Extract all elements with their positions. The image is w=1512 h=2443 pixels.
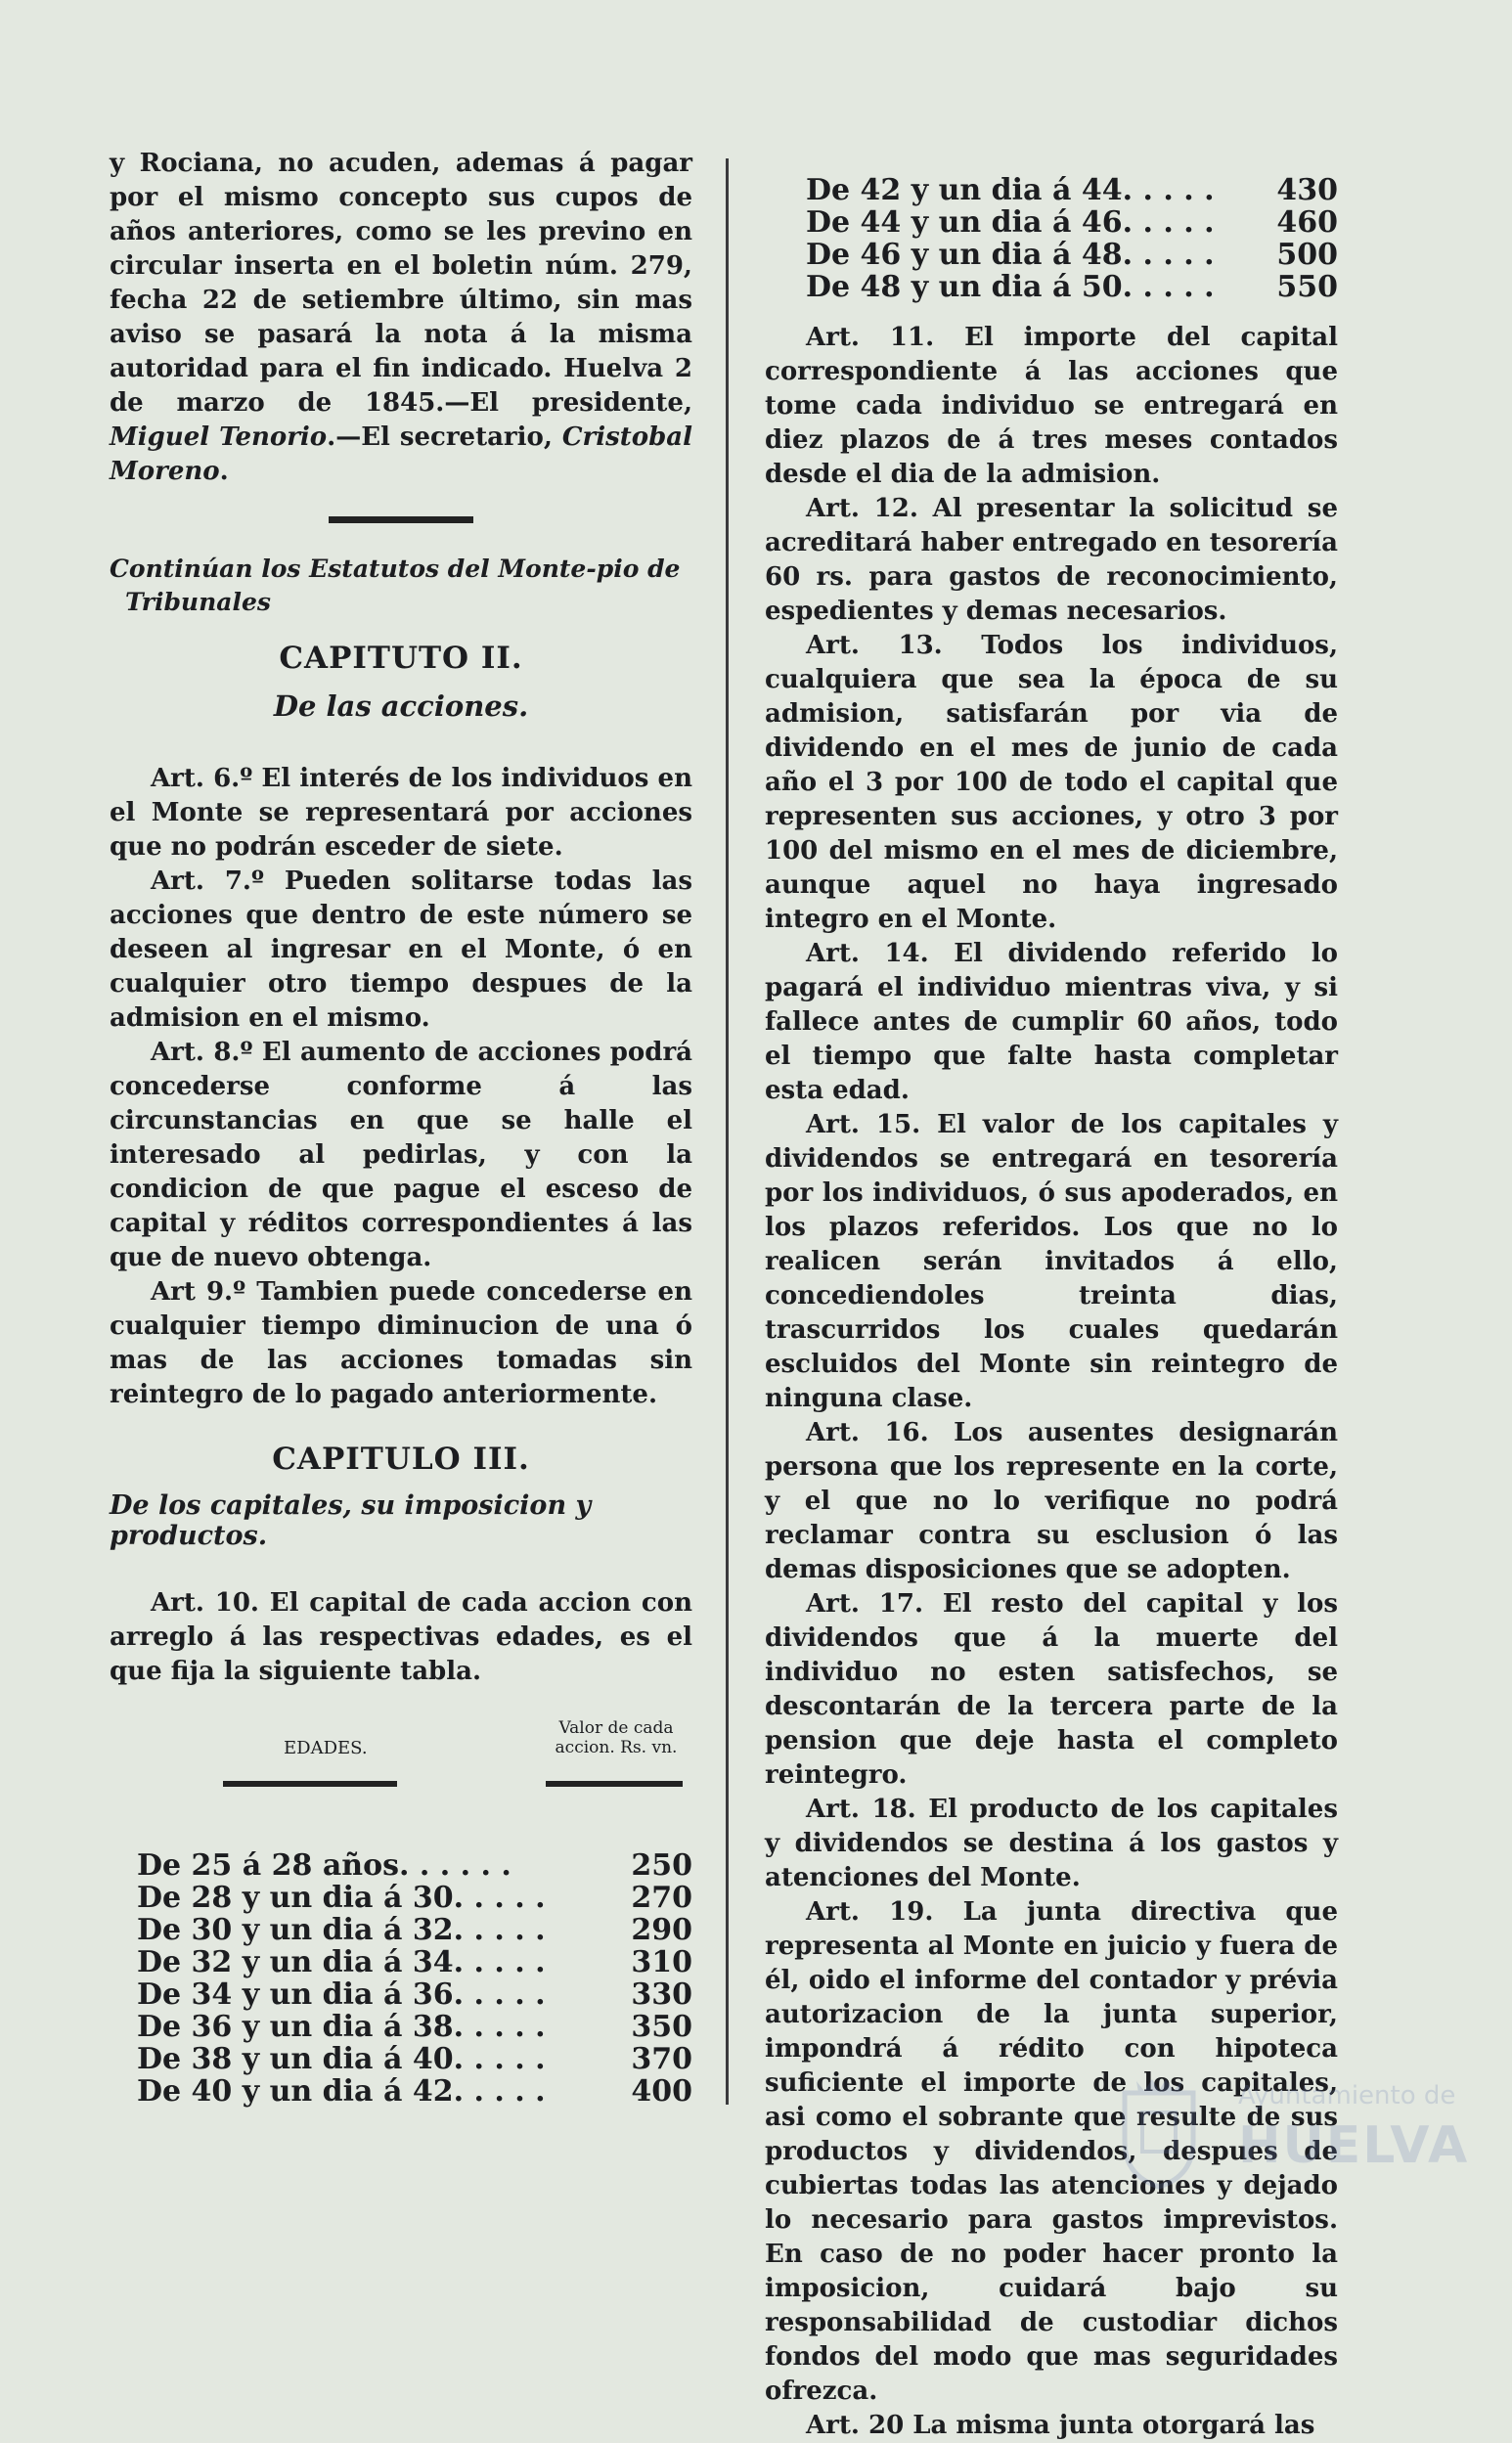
table-row: [137, 1914, 692, 1946]
row-leader-dots: . . . . .: [1122, 173, 1215, 207]
table-row: [137, 1978, 692, 2011]
intro-paragraph: [110, 147, 692, 489]
article-20: Art. 20 La misma junta otorgará las: [806, 2411, 1315, 2440]
article-10: Art. 10. El capital de cada accion con arreglo á las respectivas edades, es el que fija la siguiente tabla.: [110, 1588, 692, 1686]
watermark-line1: Ayuntamiento de: [1238, 2081, 1456, 2110]
article-18: Art. 18. El producto de los capitales y dividendos se destina á los gastos y atenciones del Monte.: [765, 1795, 1338, 1892]
row-leader-dots: . . . . .: [1122, 205, 1215, 240]
president-name: Miguel Tenorio: [110, 422, 328, 452]
article-16: Art. 16. Los ausentes designarán persona que los represente en la corte, y el que no lo verifique no podrá reclamar contra su esclusion ó las demas disposiciones que se adopten.: [765, 1418, 1338, 1584]
article-19: Art. 19. La junta directiva que representa al Monte en juicio y fuera de él, oido el informe del contador y prévia autorizacion de la junta superior, impondrá á rédito con hipoteca suficiente el importe de los capitales, asi como el sobrante que resulte de sus productos y dividendos, despues de cubiertas todas las atenciones y dejado lo necesario para gastos imprevistos. En caso de no poder hacer pronto la imposicion, cuidará bajo su responsabilidad de custodiar dichos fondos del modo que mas seguridades ofrezca.: [765, 1897, 1338, 2406]
row-leader-dots: . . . . .: [453, 1977, 546, 2012]
article-8: Art. 8.º El aumento de acciones podrá concederse conforme á las circunstancias en que se halle el interesado al pedirlas, y con la condicion de que pague el esceso de capital y réditos correspondientes á las que de nuevo obtenga.: [110, 1038, 692, 1272]
row-leader-dots: . . . . .: [453, 1945, 546, 1979]
article-15: Art. 15. El valor de los capitales y dividendos se entregará en tesorería por los individuos, ó sus apoderados, en los plazos referidos. Los que no lo realicen serán invitados á ello, concediendoles treinta dias, trascurridos los cuales quedarán escluidos del Monte sin reintegro de ninguna clase.: [765, 1110, 1338, 1413]
value-column-header: Valor de cada accion. Rs. vn.: [555, 1718, 678, 1757]
row-label: De 40 y un dia á 42: [137, 2074, 454, 2109]
intro-text: y Rociana, no acuden, ademas á pagar por el mismo concepto sus cupos de años anteriores, como se les previno en circular inserta en el boletin núm. 279, fecha 22 de setiembre último, sin mas aviso se pasará la nota á la misma autoridad para el fin indicado. Huelva 2 de marzo de 1845.—El presidente,: [110, 149, 692, 418]
row-value: 430: [1276, 173, 1338, 207]
row-value: 350: [631, 2010, 692, 2044]
table-row: [137, 1882, 692, 1914]
column-divider: [726, 158, 729, 2105]
row-label: De 34 y un dia á 36: [137, 1977, 454, 2012]
article-17: Art. 17. El resto del capital y los dividendos que á la muerte del individuo no esten satisfechos, se descontarán de la tercera parte de la pension que deje hasta el completo reintegro.: [765, 1589, 1338, 1790]
table-row: [137, 2043, 692, 2075]
intro-text-mid: .—El secretario,: [327, 422, 562, 452]
chapter-3-heading: CAPITULO III.: [272, 1442, 530, 1477]
row-value: 310: [631, 1945, 692, 1979]
intro-text-end: .: [219, 457, 229, 486]
row-value: 330: [631, 1977, 692, 2012]
row-label: De 25 á 28 años: [137, 1848, 399, 1883]
row-value: 250: [631, 1848, 692, 1883]
row-label: De 46 y un dia á 48: [806, 238, 1123, 272]
header-rule: [546, 1781, 683, 1787]
table-row: [137, 2075, 692, 2108]
row-leader-dots: . . . . .: [453, 2010, 546, 2044]
section-divider: [329, 516, 473, 523]
coat-of-arms-icon: [1115, 2073, 1203, 2191]
row-value: 270: [631, 1881, 692, 1915]
row-label: De 32 y un dia á 34: [137, 1945, 454, 1979]
row-label: De 30 y un dia á 32: [137, 1913, 454, 1947]
row-leader-dots: . . . . .: [453, 1913, 546, 1947]
row-label: De 28 y un dia á 30: [137, 1881, 454, 1915]
chapter-3-subheading: De los capitales, su imposicion y productos.: [110, 1490, 592, 1551]
row-leader-dots: . . . . .: [1122, 270, 1215, 304]
table-row: [137, 1849, 692, 1882]
table-row: [137, 2011, 692, 2043]
secretary-name: Cristobal Moreno: [110, 422, 692, 486]
table-row: [806, 271, 1338, 303]
row-leader-dots: . . . . . .: [398, 1848, 511, 1883]
article-11: Art. 11. El importe del capital correspondiente á las acciones que tome cada individuo se entregará en diez plazos de á tres meses contados desde el dia de la admision.: [765, 323, 1338, 489]
row-leader-dots: . . . . .: [453, 2042, 546, 2076]
row-label: De 38 y un dia á 40: [137, 2042, 454, 2076]
watermark-line2: HUELVA: [1238, 2116, 1470, 2175]
row-value: 550: [1276, 270, 1338, 304]
article-6: Art. 6.º El interés de los individuos en el Monte se representará por acciones que no podrán esceder de siete.: [110, 764, 692, 862]
header-rule: [223, 1781, 397, 1787]
row-value: 290: [631, 1913, 692, 1947]
row-value: 400: [631, 2074, 692, 2109]
row-value: 370: [631, 2042, 692, 2076]
article-12: Art. 12. Al presentar la solicitud se acreditará haber entregado en tesorería 60 rs. para gastos de reconocimiento, espedientes y demas necesarios.: [765, 494, 1338, 626]
row-label: De 42 y un dia á 44: [806, 173, 1123, 207]
age-table-left: [110, 1849, 692, 2108]
table-row: [806, 206, 1338, 239]
article-9: Art 9.º Tambien puede concederse en cualquier tiempo diminucion de una ó mas de las acciones tomadas sin reintegro de lo pagado anteriormente.: [110, 1277, 692, 1409]
table-header: [110, 1718, 692, 1800]
row-label: De 44 y un dia á 46: [806, 205, 1123, 240]
article-7: Art. 7.º Pueden solitarse todas las acciones que dentro de este número se deseen al ingresar en el Monte, ó en cualquier otro tiempo despues de la admision en el mismo.: [110, 866, 692, 1033]
left-column: [110, 147, 692, 2108]
table-row: [137, 1946, 692, 1978]
row-label: De 48 y un dia á 50: [806, 270, 1123, 304]
chapter-2-subheading: De las acciones.: [273, 689, 529, 723]
table-row: [806, 239, 1338, 271]
age-table-right: [765, 174, 1338, 303]
table-row: [806, 174, 1338, 206]
chapter-2-heading: CAPITUTO II.: [279, 641, 523, 676]
row-leader-dots: . . . . .: [453, 1881, 546, 1915]
continuation-title: Continúan los Estatutos del Monte-pio de Tribunales: [110, 555, 681, 616]
row-value: 460: [1276, 205, 1338, 240]
article-14: Art. 14. El dividendo referido lo pagará el individuo mientras viva, y si fallece antes de cumplir 60 años, todo el tiempo que falte hasta completar esta edad.: [765, 939, 1338, 1105]
huelva-watermark: [1115, 2073, 1470, 2191]
ages-column-header: EDADES.: [284, 1738, 368, 1758]
article-13: Art. 13. Todos los individuos, cualquiera que sea la época de su admision, satisfarán por via de dividendo en el mes de junio de cada año el 3 por 100 de todo el capital que representen sus acciones, y otro 3 por 100 del mismo en el mes de diciembre, aunque aquel no haya ingresado integro en el Monte.: [765, 631, 1338, 934]
row-label: De 36 y un dia á 38: [137, 2010, 454, 2044]
row-leader-dots: . . . . .: [453, 2074, 546, 2109]
row-value: 500: [1276, 238, 1338, 272]
row-leader-dots: . . . . .: [1122, 238, 1215, 272]
